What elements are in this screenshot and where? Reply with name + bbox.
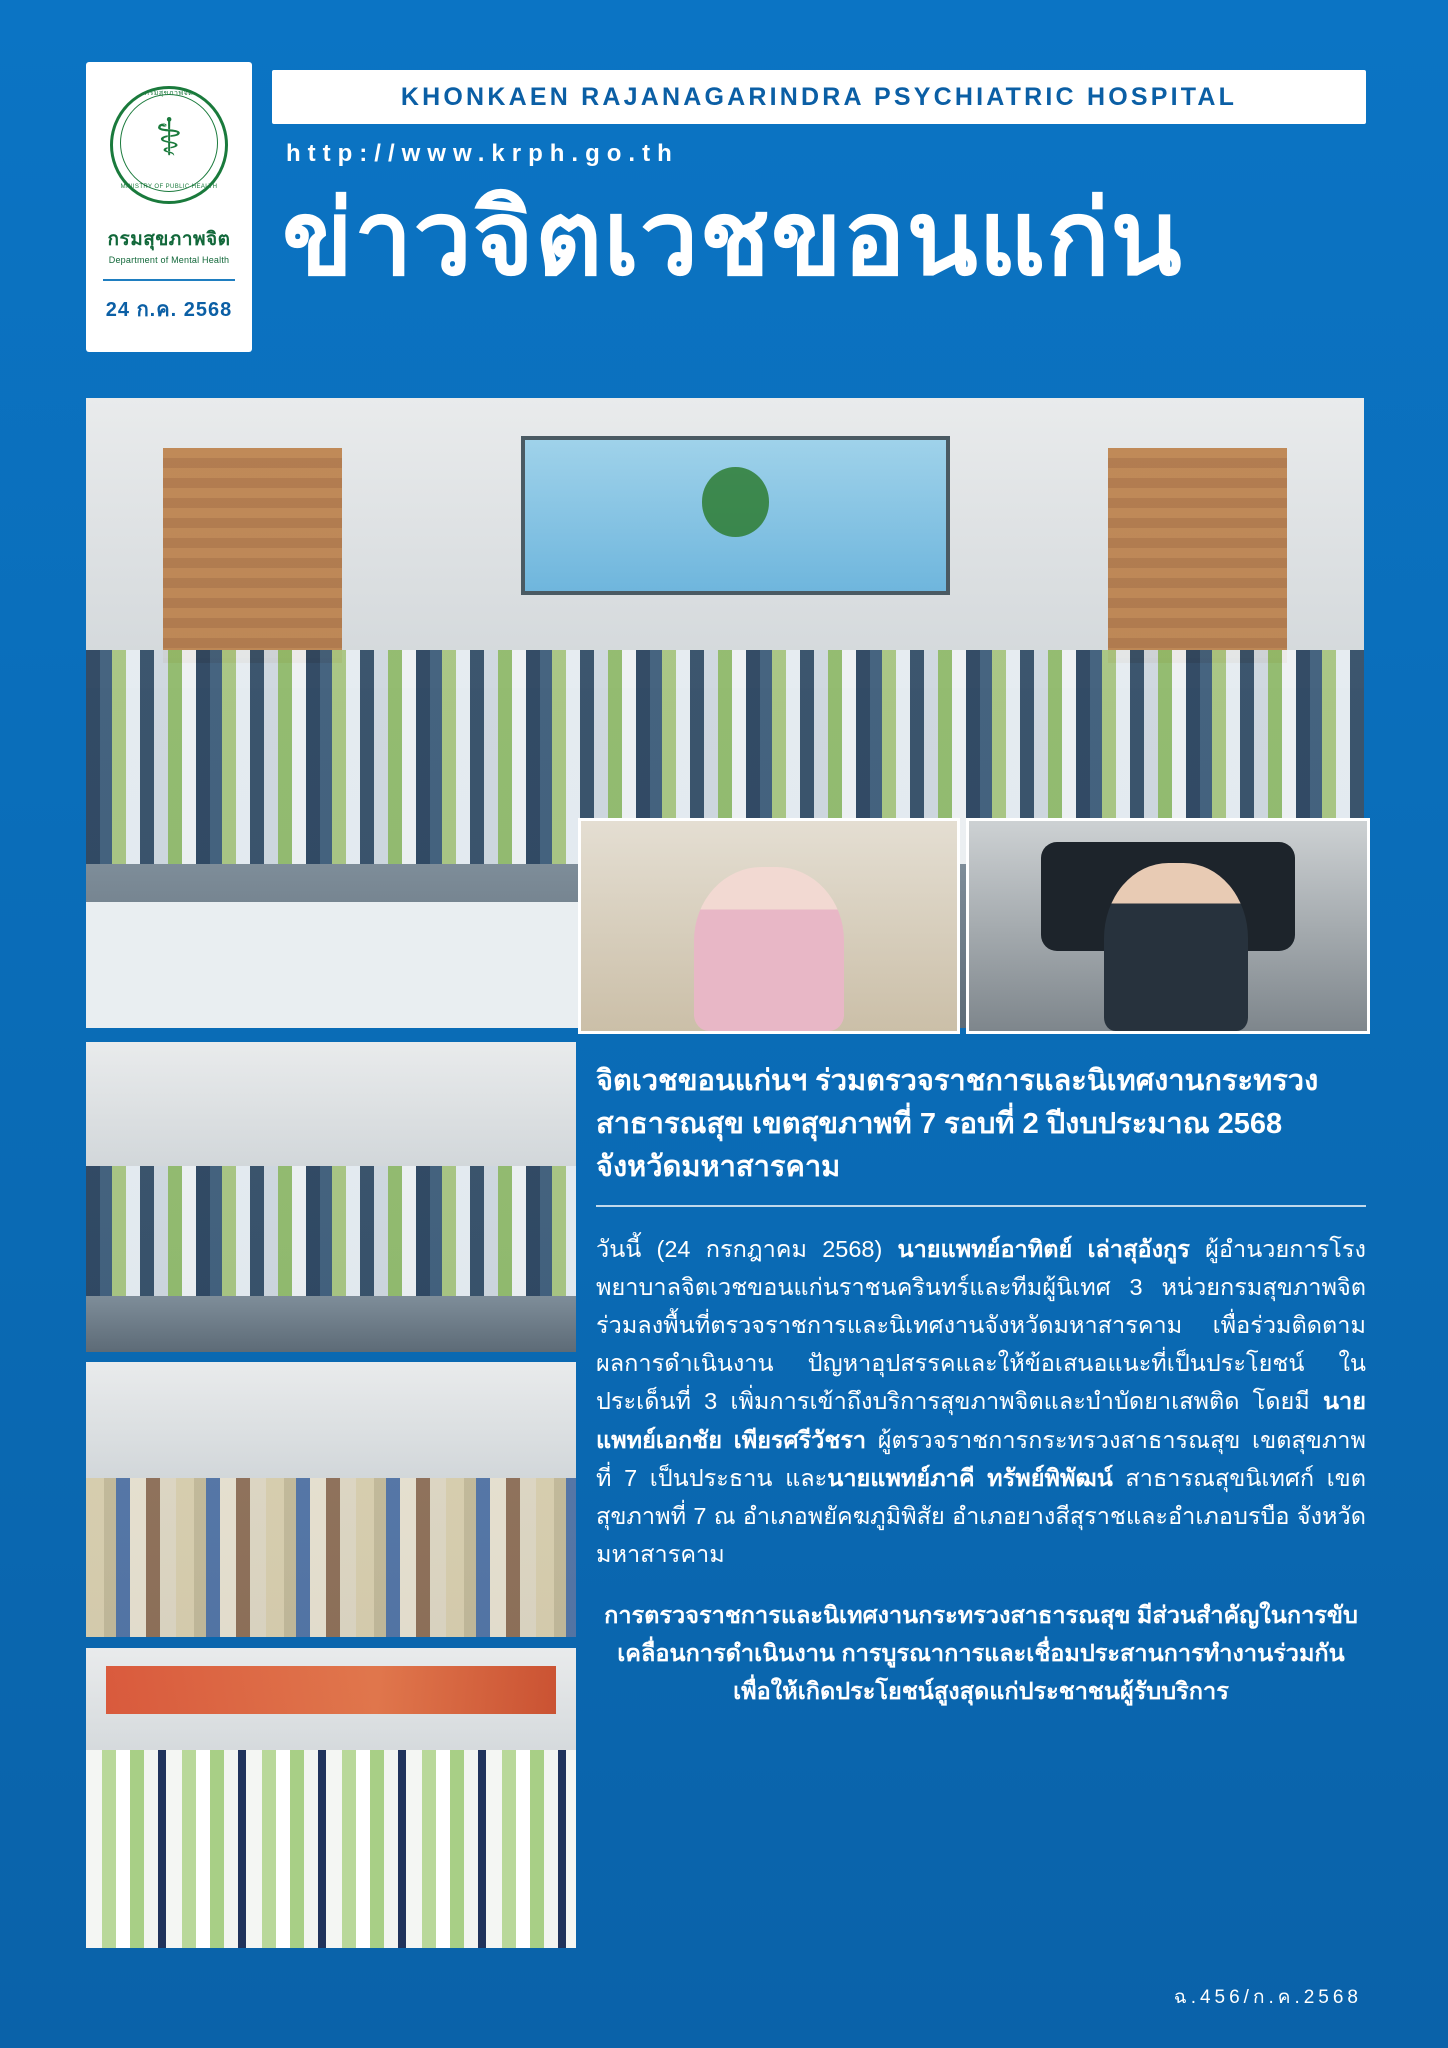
article-text-run: สาธารณสุขนิเทศก์ เขตสุขภาพที่ 7 ณ อำเภอพยัคฆภูมิพิสัย อำเภอยางสีสุราชและอำเภอบรบือ จังหวัดมหาสารคาม [596, 1464, 1366, 1567]
staff-group-photo [86, 1648, 576, 1948]
website-url[interactable]: http://www.krph.go.th [286, 140, 679, 167]
issue-date: 24 ก.ค. 2568 [105, 299, 233, 321]
article-emphasis: นายแพทย์เอกชัย เพียรศรีวัชรา [596, 1388, 1366, 1453]
article-closing: การตรวจราชการและนิเทศงานกระทรวงสาธารณสุข มีส่วนสำคัญในการขับเคลื่อนการดำเนินงาน การบูรณาการและเชื่อมประสานการทำงานร่วมกัน เพื่อให้เกิดประโยชน์สูงสุดแก่ประชาชนผู้รับบริการ [604, 1602, 1358, 1705]
emblem-ring-bottom-text: MINISTRY OF PUBLIC HEALTH [120, 184, 218, 190]
logo-divider [103, 279, 235, 281]
masthead-title: ข่าวจิตเวชขอนแก่น [282, 181, 1183, 297]
issue-footer: ฉ.456/ก.ค.2568 [1173, 1987, 1362, 2008]
logo-thai-name: กรมสุขภาพจิต [107, 229, 231, 250]
article-emphasis: นายแพทย์อาทิตย์ เล่าสุอังกูร [897, 1236, 1190, 1263]
director-meeting-photo [86, 1042, 576, 1352]
article-text-run: ผู้อำนวยการโรงพยาบาลจิตเวชขอนแก่นราชนครินทร์และทีมผู้นิเทศ 3 หน่วยกรมสุขภาพจิต ร่วมลงพื้นที่ตรวจราชการและนิเทศงานจังหวัดมหาสารคาม เพื่อร่วมติดตามผลการดำเนินงาน ปัญหาอุปสรรคและให้ข้อเสนอแนะที่เป็นประโยชน์ ในประเด็นที่ 3 เพิ่มการเข้าถึงบริการสุขภาพจิตและบำบัดยาเสพติด โดยมี [596, 1236, 1366, 1415]
hospital-title-bar [272, 70, 1366, 124]
article [596, 1060, 1366, 1734]
speaker-portrait-left-photo [578, 818, 960, 1034]
conference-room-photo [86, 1362, 576, 1637]
ministry-emblem-icon [109, 72, 229, 222]
ministry-logo-box [86, 62, 252, 352]
article-headline: จิตเวชขอนแก่นฯ ร่วมตรวจราชการและนิเทศงานกระทรวงสาธารณสุข เขตสุขภาพที่ 7 รอบที่ 2 ปีงบประมาณ 2568 จังหวัดมหาสารคาม [596, 1065, 1319, 1183]
header [86, 62, 1366, 352]
hospital-title: KHONKAEN RAJANAGARINDRA PSYCHIATRIC HOSPITAL [400, 82, 1238, 111]
logo-english-name: Department of Mental Health [108, 255, 230, 265]
article-text-run: ผู้ตรวจราชการกระทรวงสาธารณสุข เขตสุขภาพที่ 7 เป็นประธาน และ [596, 1426, 1366, 1491]
article-body [596, 1230, 1366, 1573]
article-emphasis: นายแพทย์ภาคี ทรัพย์พิพัฒน์ [827, 1464, 1113, 1491]
emblem-ring-top-text: กรมสุขภาพจิต [144, 90, 194, 97]
article-text-run: วันนี้ (24 กรกฎาคม 2568) [596, 1236, 898, 1263]
headline-divider [596, 1205, 1366, 1207]
caduceus-icon: ⚕ [154, 109, 184, 167]
speaker-portrait-right-photo [966, 818, 1370, 1034]
